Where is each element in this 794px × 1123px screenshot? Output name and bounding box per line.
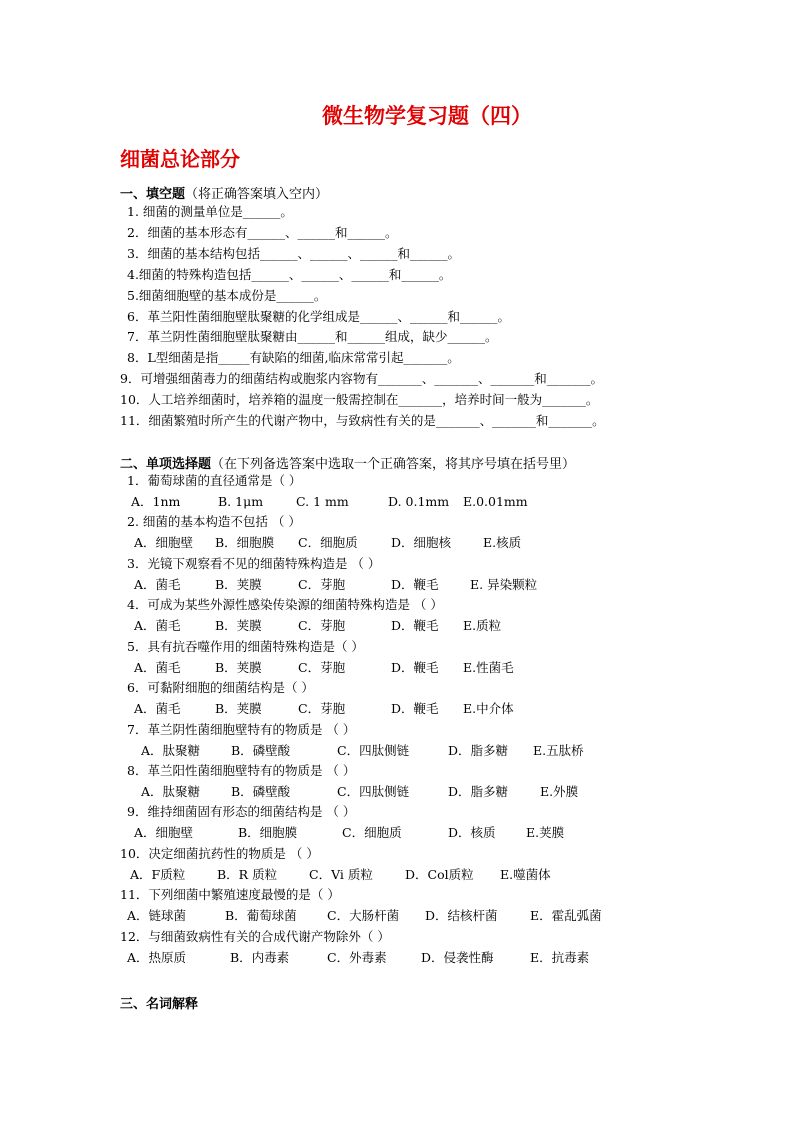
answer-option: E.五肽桥 xyxy=(533,743,584,758)
answer-option: D. 0.1mm xyxy=(388,494,450,509)
answer-option: E.性菌毛 xyxy=(463,660,514,675)
answer-option: B．荚膜 xyxy=(215,701,262,716)
answer-option: C．芽胞 xyxy=(298,618,346,633)
answer-option: D．结核杆菌 xyxy=(425,908,498,923)
answer-option: C．细胞质 xyxy=(298,535,358,550)
chapter-heading: 细菌总论部分 xyxy=(120,147,240,171)
answer-option: B. 1μm xyxy=(218,494,264,509)
question-stem: 7．革兰阴性菌细胞壁特有的物质是 （ ） xyxy=(127,722,356,737)
fill-blank-item: 6．革兰阳性菌细胞壁肽聚糖的化学组成是______、______和______。 xyxy=(127,309,510,324)
answer-option: B．磷壁酸 xyxy=(231,784,291,799)
answer-option: A．肽聚糖 xyxy=(141,743,201,758)
answer-option: D．鞭毛 xyxy=(391,618,439,633)
answer-option: E．抗毒素 xyxy=(530,950,590,965)
section3-heading xyxy=(120,993,198,1012)
answer-option: E.0.01mm xyxy=(463,494,528,509)
fill-blank-item: 10．人工培养细菌时，培养箱的温度一般需控制在_______，培养时间一般为_______。 xyxy=(120,392,599,407)
answer-option: E．霍乱弧菌 xyxy=(530,908,602,923)
question-stem: 5．具有抗吞噬作用的细菌特殊构造是（ ） xyxy=(127,639,364,654)
question-stem: 4．可成为某些外源性感染传染源的细菌特殊构造是 （ ） xyxy=(127,597,443,612)
section2-note: （在下列备选答案中选取一个正确答案，将其序号填在括号里） xyxy=(211,457,576,472)
answer-option: C．细胞质 xyxy=(342,825,402,840)
fill-blank-item: 4.细菌的特殊构造包括______、______、______和______。 xyxy=(127,267,452,282)
answer-option: B．荚膜 xyxy=(215,577,262,592)
answer-option: D．细胞核 xyxy=(391,535,452,550)
answer-option: A．链球菌 xyxy=(127,908,187,923)
answer-option: A．细胞壁 xyxy=(134,535,194,550)
answer-option: B．荚膜 xyxy=(215,660,262,675)
answer-option: B．细胞膜 xyxy=(215,535,275,550)
question-stem: 3．光镜下观察看不见的细菌特殊构造是 （ ） xyxy=(127,556,381,571)
answer-option: D．脂多糖 xyxy=(448,743,509,758)
answer-option: A．1nm xyxy=(131,494,181,509)
answer-option: D．脂多糖 xyxy=(448,784,509,799)
question-stem: 11．下列细菌中繁殖速度最慢的是（ ） xyxy=(120,887,340,902)
answer-option: C．四肽侧链 xyxy=(337,784,410,799)
question-stem: 2. 细菌的基本构造不包括 （ ） xyxy=(127,514,301,529)
answer-option: A．热原质 xyxy=(127,950,187,965)
fill-blank-item: 9．可增强细菌毒力的细菌结构或胞浆内容物有_______、_______、_______和_______。 xyxy=(120,371,603,386)
answer-option: A．菌毛 xyxy=(134,577,181,592)
answer-option: D．Col质粒 xyxy=(405,867,474,882)
fill-blank-item: 2．细菌的基本形态有______、______和______。 xyxy=(127,225,398,240)
answer-option: C．芽胞 xyxy=(298,660,346,675)
answer-option: E.外膜 xyxy=(540,784,579,799)
fill-blank-item: 11．细菌繁殖时所产生的代谢产物中，与致病性有关的是_______、_______和_______。 xyxy=(120,413,605,428)
answer-option: C．芽胞 xyxy=(298,701,346,716)
answer-option: D．侵袭性酶 xyxy=(421,950,494,965)
answer-option: B．葡萄球菌 xyxy=(225,908,297,923)
answer-option: C．四肽侧链 xyxy=(337,743,410,758)
question-stem: 1．葡萄球菌的直径通常是（ ） xyxy=(127,473,302,488)
answer-option: E.中介体 xyxy=(463,701,514,716)
question-stem: 10．决定细菌抗药性的物质是 （ ） xyxy=(120,846,319,861)
answer-option: B．R 质粒 xyxy=(217,867,278,882)
answer-option: E.质粒 xyxy=(463,618,502,633)
answer-option: E.核质 xyxy=(483,535,522,550)
answer-option: A．细胞壁 xyxy=(134,825,194,840)
answer-option: B．荚膜 xyxy=(215,618,262,633)
answer-option: E.噬菌体 xyxy=(500,867,551,882)
answer-option: B．内毒素 xyxy=(230,950,290,965)
answer-option: A．F质粒 xyxy=(130,867,186,882)
answer-option: C．大肠杆菌 xyxy=(327,908,400,923)
section2-heading xyxy=(120,453,575,472)
answer-option: A．菌毛 xyxy=(134,618,181,633)
section1-note: （将正确答案填入空内） xyxy=(185,187,329,202)
answer-option: C．Vi 质粒 xyxy=(309,867,373,882)
page-title: 微生物学复习题（四） xyxy=(322,103,532,128)
answer-option: D．鞭毛 xyxy=(391,701,439,716)
answer-option: A．菌毛 xyxy=(134,660,181,675)
section1-heading xyxy=(120,183,328,202)
fill-blank-item: 1. 细菌的测量单位是______。 xyxy=(127,204,293,219)
answer-option: E.荚膜 xyxy=(526,825,565,840)
answer-option: B．细胞膜 xyxy=(238,825,298,840)
question-stem: 8．革兰阳性菌细胞壁特有的物质是 （ ） xyxy=(127,763,356,778)
fill-blank-item: 3．细菌的基本结构包括______、______、______和______。 xyxy=(127,246,460,261)
answer-option: B．磷壁酸 xyxy=(231,743,291,758)
question-stem: 6．可黏附细胞的细菌结构是（ ） xyxy=(127,680,314,695)
answer-option: D．鞭毛 xyxy=(391,577,439,592)
answer-option: D．核质 xyxy=(448,825,496,840)
fill-blank-item: 7．革兰阴性菌细胞壁肽聚糖由______和______组成，缺少______。 xyxy=(127,329,498,344)
section3-heading-label: 三、名词解释 xyxy=(120,997,199,1012)
answer-option: C. 1 mm xyxy=(296,494,349,509)
answer-option: A．肽聚糖 xyxy=(141,784,201,799)
section2-heading-label: 二、单项选择题 xyxy=(120,457,212,472)
question-stem: 9．维持细菌固有形态的细菌结构是 （ ） xyxy=(127,804,356,819)
fill-blank-item: 5.细菌细胞壁的基本成份是______。 xyxy=(127,288,327,303)
answer-option: C．外毒素 xyxy=(327,950,387,965)
answer-option: C．芽胞 xyxy=(298,577,346,592)
answer-option: E. 异染颗粒 xyxy=(470,577,538,592)
question-stem: 12．与细菌致病性有关的合成代谢产物除外（ ） xyxy=(120,929,390,944)
answer-option: A．菌毛 xyxy=(134,701,181,716)
section1-heading-label: 一、填空题 xyxy=(120,187,186,202)
answer-option: D．鞭毛 xyxy=(391,660,439,675)
fill-blank-item: 8．L型细菌是指_____有缺陷的细菌,临床常常引起_______。 xyxy=(127,350,460,365)
